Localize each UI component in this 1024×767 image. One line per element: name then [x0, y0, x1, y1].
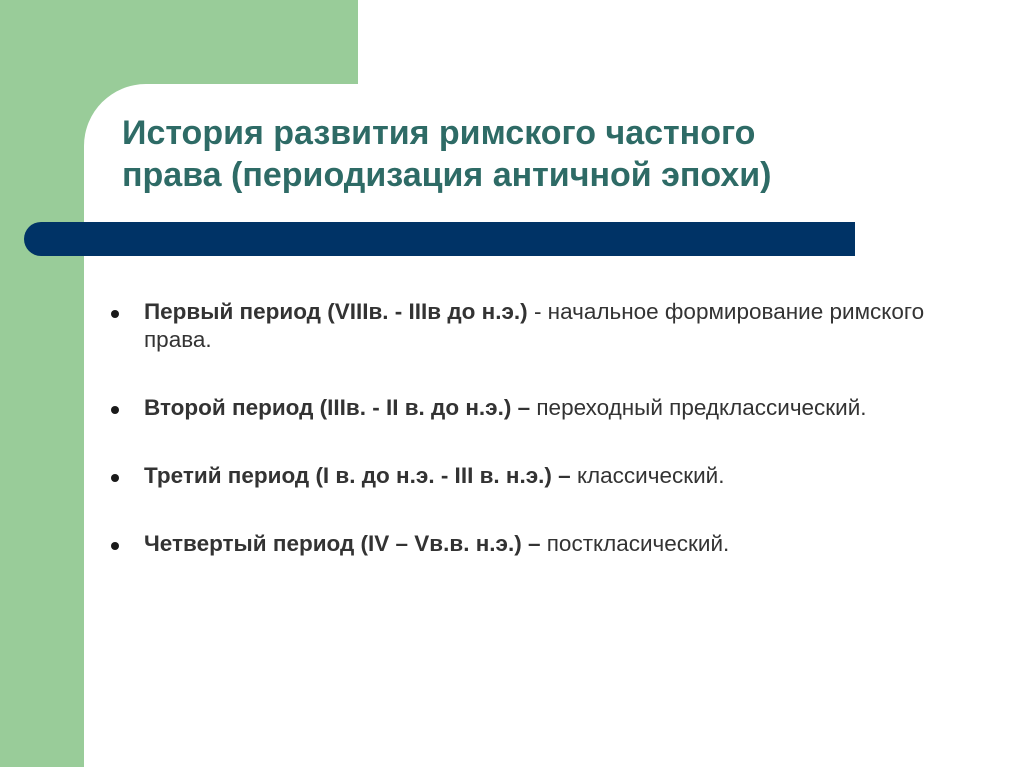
period-description-2: переходный предклассический. [530, 395, 867, 420]
period-description-4: посткласический. [540, 531, 730, 556]
period-title-1: Первый период (VIIIв. - IIIв до н.э.) [144, 299, 528, 324]
period-list-item-4 [106, 530, 966, 558]
period-text-2 [144, 394, 966, 422]
period-list-item-2 [106, 394, 966, 422]
slide-title-line-1: История развития римского частного [122, 114, 756, 152]
title-underline-bar [24, 222, 855, 256]
period-title-3: Третий период (I в. до н.э. - III в. н.э.) – [144, 463, 571, 488]
period-title-2: Второй период (IIIв. - II в. до н.э.) – [144, 395, 531, 420]
period-text-1 [144, 298, 966, 354]
bullet-icon [111, 542, 119, 550]
periods-list [106, 298, 966, 558]
slide-title-line-2: права (периодизация античной эпохи) [122, 156, 772, 194]
period-description-1: - начальное формирование римского права. [144, 299, 925, 352]
period-text-3 [144, 462, 966, 490]
slide-title [122, 112, 962, 196]
bullet-icon [111, 406, 119, 414]
period-list-item-3 [106, 462, 966, 490]
period-description-3: классический. [570, 463, 725, 488]
period-title-4: Четвертый период (IV – Vв.в. н.э.) – [144, 531, 541, 556]
bullet-icon [111, 474, 119, 482]
period-text-4 [144, 530, 966, 558]
bullet-icon [111, 310, 119, 318]
period-list-item-1 [106, 298, 966, 354]
